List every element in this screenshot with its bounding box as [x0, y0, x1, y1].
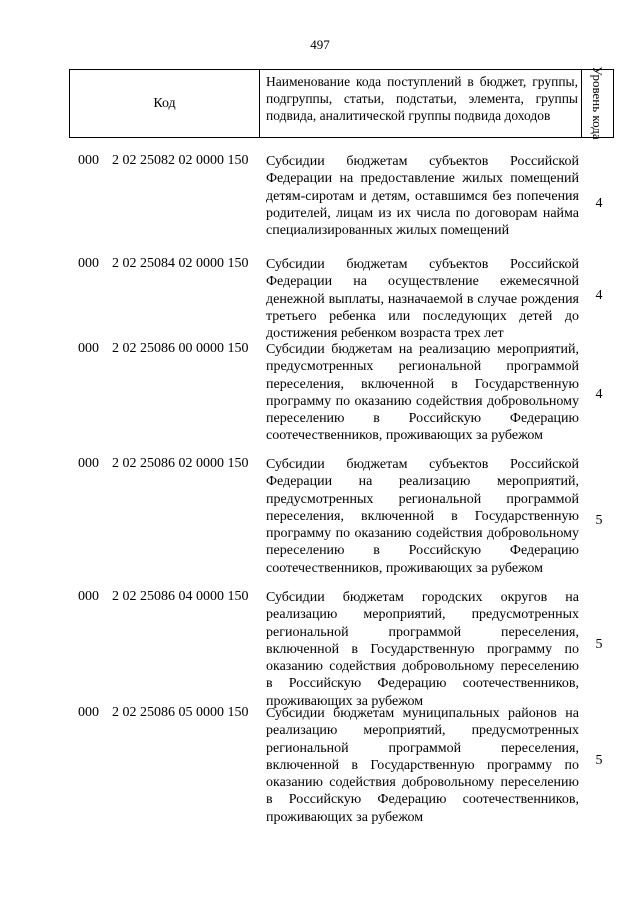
code-level: 5	[595, 513, 603, 528]
code-level: 5	[595, 753, 603, 768]
admin-code: 000	[78, 341, 99, 356]
code-level: 4	[595, 196, 603, 211]
revenue-code: 2 02 25082 02 0000 150	[112, 153, 249, 168]
code-level: 5	[595, 637, 603, 652]
revenue-description: Субсидии бюджетам городских округов на реализацию мероприятий, предусмотренных региональной программой переселения, включенной в Государственную программу по оказанию содействия добровольному переселению в Российскую Федерацию соотечественников, проживающих за рубежом	[266, 590, 579, 709]
header-code: Код	[153, 96, 176, 111]
header-level	[582, 66, 612, 140]
admin-code: 000	[78, 153, 99, 168]
revenue-code: 2 02 25086 04 0000 150	[112, 589, 249, 604]
admin-code: 000	[78, 256, 99, 271]
revenue-description: Субсидии бюджетам субъектов Российской Федерации на предоставление жилых помещений детям-сиротам и детям, оставшимся без попечения родителей, лицам из их числа по договорам найма специализированных жилых помещений	[266, 154, 579, 239]
admin-code: 000	[78, 589, 99, 604]
column-divider	[259, 70, 260, 137]
revenue-code: 2 02 25086 00 0000 150	[112, 341, 249, 356]
revenue-code: 2 02 25086 02 0000 150	[112, 456, 249, 471]
revenue-description: Субсидии бюджетам субъектов Российской Федерации на осуществление ежемесячной денежной выплаты, назначаемой в случае рождения третьего ребенка или последующих детей до достижения ребенком возраста трех лет	[266, 257, 579, 342]
revenue-code: 2 02 25084 02 0000 150	[112, 256, 249, 271]
header-level-label: Уровень кода	[590, 66, 605, 140]
revenue-code: 2 02 25086 05 0000 150	[112, 705, 249, 720]
code-level: 4	[595, 288, 603, 303]
header-name: Наименование кода поступлений в бюджет, группы, подгруппы, статьи, подстатьи, элемента, группы подвида, аналитической группы подвида доходов	[266, 74, 578, 123]
admin-code: 000	[78, 705, 99, 720]
table-header	[69, 66, 614, 140]
admin-code: 000	[78, 456, 99, 471]
revenue-description: Субсидии бюджетам муниципальных районов на реализацию мероприятий, предусмотренных региональной программой переселения, включенной в Государственную программу по оказанию содействия добровольному переселению в Российскую Федерацию соотечественников, проживающих за рубежом	[266, 706, 579, 825]
revenue-description: Субсидии бюджетам субъектов Российской Федерации на реализацию мероприятий, предусмотренных региональной программой переселения, включенной в Государственную программу по оказанию содействия добровольному переселению в Российскую Федерацию соотечественников, проживающих за рубежом	[266, 457, 579, 576]
revenue-description: Субсидии бюджетам на реализацию мероприятий, предусмотренных региональной программой переселения, включенной в Государственную программу по оказанию содействия добровольному переселению в Российскую Федерацию соотечественников, проживающих за рубежом	[266, 342, 579, 444]
code-level: 4	[595, 387, 603, 402]
page-number: 497	[310, 37, 330, 52]
